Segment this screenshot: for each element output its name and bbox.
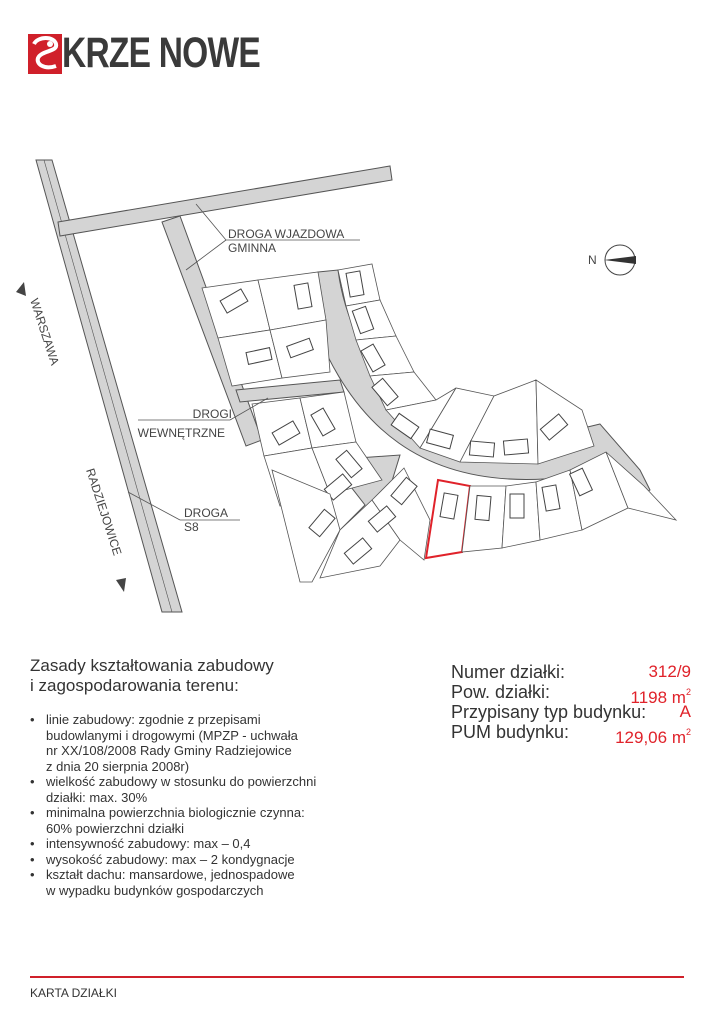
rule-item: • minimalna powierzchnia biologicznie czynna: 60% powierzchni działki (30, 805, 370, 836)
parcel-arc-east (338, 264, 594, 464)
pum-row: PUM budynku: 129,06 $m^2$ (451, 722, 691, 747)
rules-title: Zasady kształtowania zabudowy i zagospodarowania terenu: (30, 656, 274, 695)
plot-number-row: Numer działki: 312/9 (451, 662, 691, 682)
site-plan-map (0, 140, 724, 620)
building-type-value: A (679, 702, 691, 721)
label-internal-roads-2: WEWNĘTRZNE (137, 426, 225, 440)
label-access-road-1: DROGA WJAZDOWA (228, 227, 345, 241)
label-access-road-2: GMINNA (228, 241, 276, 255)
brand-name: KRZE NOWE (62, 29, 260, 77)
direction-radziejowice (83, 467, 126, 592)
building-type-row: Przypisany typ budynku: A (451, 702, 691, 722)
plot-area-row: Pow. działki: 1198 $m^2$ (451, 682, 691, 707)
north-arrow-icon (588, 245, 636, 275)
rule-item: • wielkość zabudowy w stosunku do powierzchni działki: max. 30% (30, 774, 370, 805)
arrow-down-icon (116, 578, 126, 592)
rule-item: • linie zabudowy: zgodnie z przepisami budowlanymi i drogowymi (MPZP - uchwała nr XX/108/2008 Rady Gminy Radziejowice z dnia 20 sierpnia 2008r) (30, 712, 370, 774)
label-warszawa: WARSZAWA (27, 296, 62, 367)
rule-item: • kształt dachu: mansardowe, jednospadowe w wypadku budynków gospodarczych (30, 867, 370, 898)
footer-title: KARTA DZIAŁKI (30, 986, 117, 1000)
rule-item: • wysokość zabudowy: max – 2 kondygnacje (30, 852, 370, 868)
rules-list (30, 712, 370, 898)
label-s8-1: DROGA (184, 506, 229, 520)
north-label: N (588, 253, 597, 267)
plot-info-panel (451, 662, 691, 747)
access-road (58, 166, 392, 236)
label-internal-roads-1: DROGI (192, 407, 232, 421)
plot-area-value: 1198 $m^2$ (630, 687, 691, 707)
label-s8-2: S8 (184, 520, 199, 534)
rule-item: • intensywność zabudowy: max – 0,4 (30, 836, 370, 852)
pum-value: 129,06 $m^2$ (615, 727, 691, 747)
arrow-up-icon (16, 282, 26, 296)
plot-number-value: 312/9 (648, 662, 691, 681)
direction-warszawa (16, 282, 62, 367)
brand-logo-icon (28, 30, 62, 78)
label-radziejowice: RADZIEJOWICE (83, 466, 125, 558)
footer-divider (30, 976, 684, 978)
